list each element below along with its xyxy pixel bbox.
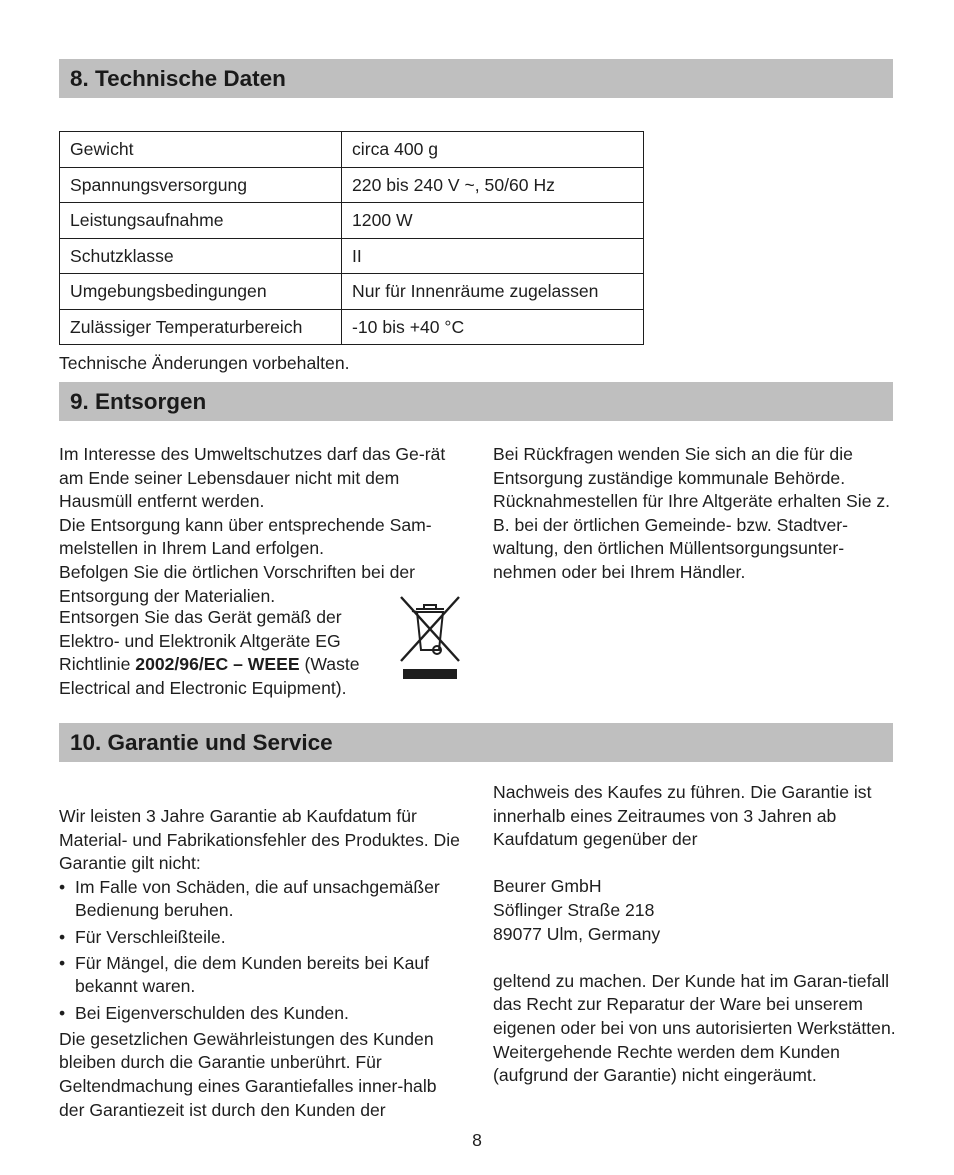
paragraph: Die gesetzlichen Gewährleistungen des Kunden bleiben durch die Garantie unberührt. Für Geltendmachung eines Garantiefalles inner-halb der Garantiezeit ist durch den Kunden der xyxy=(59,1028,437,1120)
weee-directive: 2002/96/EC – WEEE xyxy=(135,654,300,675)
section-heading-disposal xyxy=(59,382,893,421)
address-block xyxy=(493,875,897,946)
company-name: Beurer GmbH xyxy=(493,876,602,897)
changes-note: Technische Änderungen vorbehalten. xyxy=(59,353,350,373)
paragraph: Wir leisten 3 Jahre Garantie ab Kaufdatum für Material- und Fabrikationsfehler des Produktes. Die Garantie gilt nicht: xyxy=(59,806,460,874)
paragraph: Befolgen Sie die örtlichen Vorschriften bei der Entsorgung der Materialien. xyxy=(59,561,415,606)
spec-label: Leistungsaufnahme xyxy=(60,203,342,239)
spec-value: 1200 W xyxy=(342,203,644,239)
spec-label: Zulässiger Temperaturbereich xyxy=(60,309,342,345)
table-row xyxy=(60,274,644,310)
spec-label: Gewicht xyxy=(60,132,342,168)
street: Söflinger Straße 218 xyxy=(493,899,655,920)
table-row xyxy=(60,203,644,239)
section-title: 9. Entsorgen xyxy=(70,389,207,414)
spec-label: Spannungsversorgung xyxy=(60,167,342,203)
weee-text-before: Entsorgen Sie das Gerät gemäß der Elektro- und Elektronik Altgeräte EG Richtlinie xyxy=(59,607,342,675)
exclusions-list xyxy=(59,876,463,1025)
section-heading-technical-data xyxy=(59,59,893,98)
spec-value: II xyxy=(342,238,644,274)
weee-paragraph xyxy=(59,606,389,700)
list-item: • Bei Eigenverschulden des Kunden. xyxy=(59,1002,463,1026)
spec-value: 220 bis 240 V ~, 50/60 Hz xyxy=(342,167,644,203)
section-heading-warranty xyxy=(59,723,893,762)
warranty-left-column xyxy=(59,805,463,1122)
paragraph: Die Entsorgung kann über entsprechende Sam-melstellen in Ihrem Land erfolgen. xyxy=(59,514,432,559)
list-item: • Für Mängel, die dem Kunden bereits bei Kauf bekannt waren. xyxy=(59,952,463,999)
city: 89077 Ulm, Germany xyxy=(493,923,661,944)
section-title: 8. Technische Daten xyxy=(70,66,286,91)
disposal-right-column xyxy=(493,443,897,585)
paragraph: Im Interesse des Umweltschutzes darf das Ge-rät am Ende seiner Lebensdauer nicht mit dem Hausmüll entfernt werden. xyxy=(59,444,446,512)
table-row xyxy=(60,132,644,168)
crossed-out-wheelie-bin-icon xyxy=(397,593,463,681)
table-row xyxy=(60,167,644,203)
spec-value: Nur für Innenräume zugelassen xyxy=(342,274,644,310)
table-row xyxy=(60,238,644,274)
paragraph: Bei Rückfragen wenden Sie sich an die für die Entsorgung zuständige kommunale Behörde. Rücknahmestellen für Ihre Altgeräte erhalten Sie z. B. bei der örtlichen Gemeinde- bzw. Stadtver-waltung, den örtlichen Müllentsorgungsunter-nehmen oder bei Ihrem Händler. xyxy=(493,444,891,582)
spec-value: -10 bis +40 °C xyxy=(342,309,644,345)
technical-data-table xyxy=(59,131,644,345)
paragraph: Nachweis des Kaufes zu führen. Die Garantie ist innerhalb eines Zeitraumes von 3 Jahren ab Kaufdatum gegenüber der xyxy=(493,782,872,850)
disposal-left-column xyxy=(59,443,461,608)
table-row xyxy=(60,309,644,345)
paragraph: geltend zu machen. Der Kunde hat im Garan-tiefall das Recht zur Reparatur der Ware bei unserem eigenen oder bei von uns autorisierten Werkstätten. Weitergehende Rechte werden dem Kunden (aufgrund der Garantie) nicht eingeräumt. xyxy=(493,970,896,1086)
section-title: 10. Garantie und Service xyxy=(70,730,333,755)
weee-text-after: (Waste Electrical and Electronic Equipment). xyxy=(59,654,360,698)
list-item: • Im Falle von Schäden, die auf unsachgemäßer Bedienung beruhen. xyxy=(59,876,463,923)
spec-label: Umgebungsbedingungen xyxy=(60,274,342,310)
list-item: • Für Verschleißteile. xyxy=(59,926,463,950)
spec-label: Schutzklasse xyxy=(60,238,342,274)
spec-value: circa 400 g xyxy=(342,132,644,168)
page-number: 8 xyxy=(472,1130,482,1150)
warranty-right-column xyxy=(493,781,897,1088)
